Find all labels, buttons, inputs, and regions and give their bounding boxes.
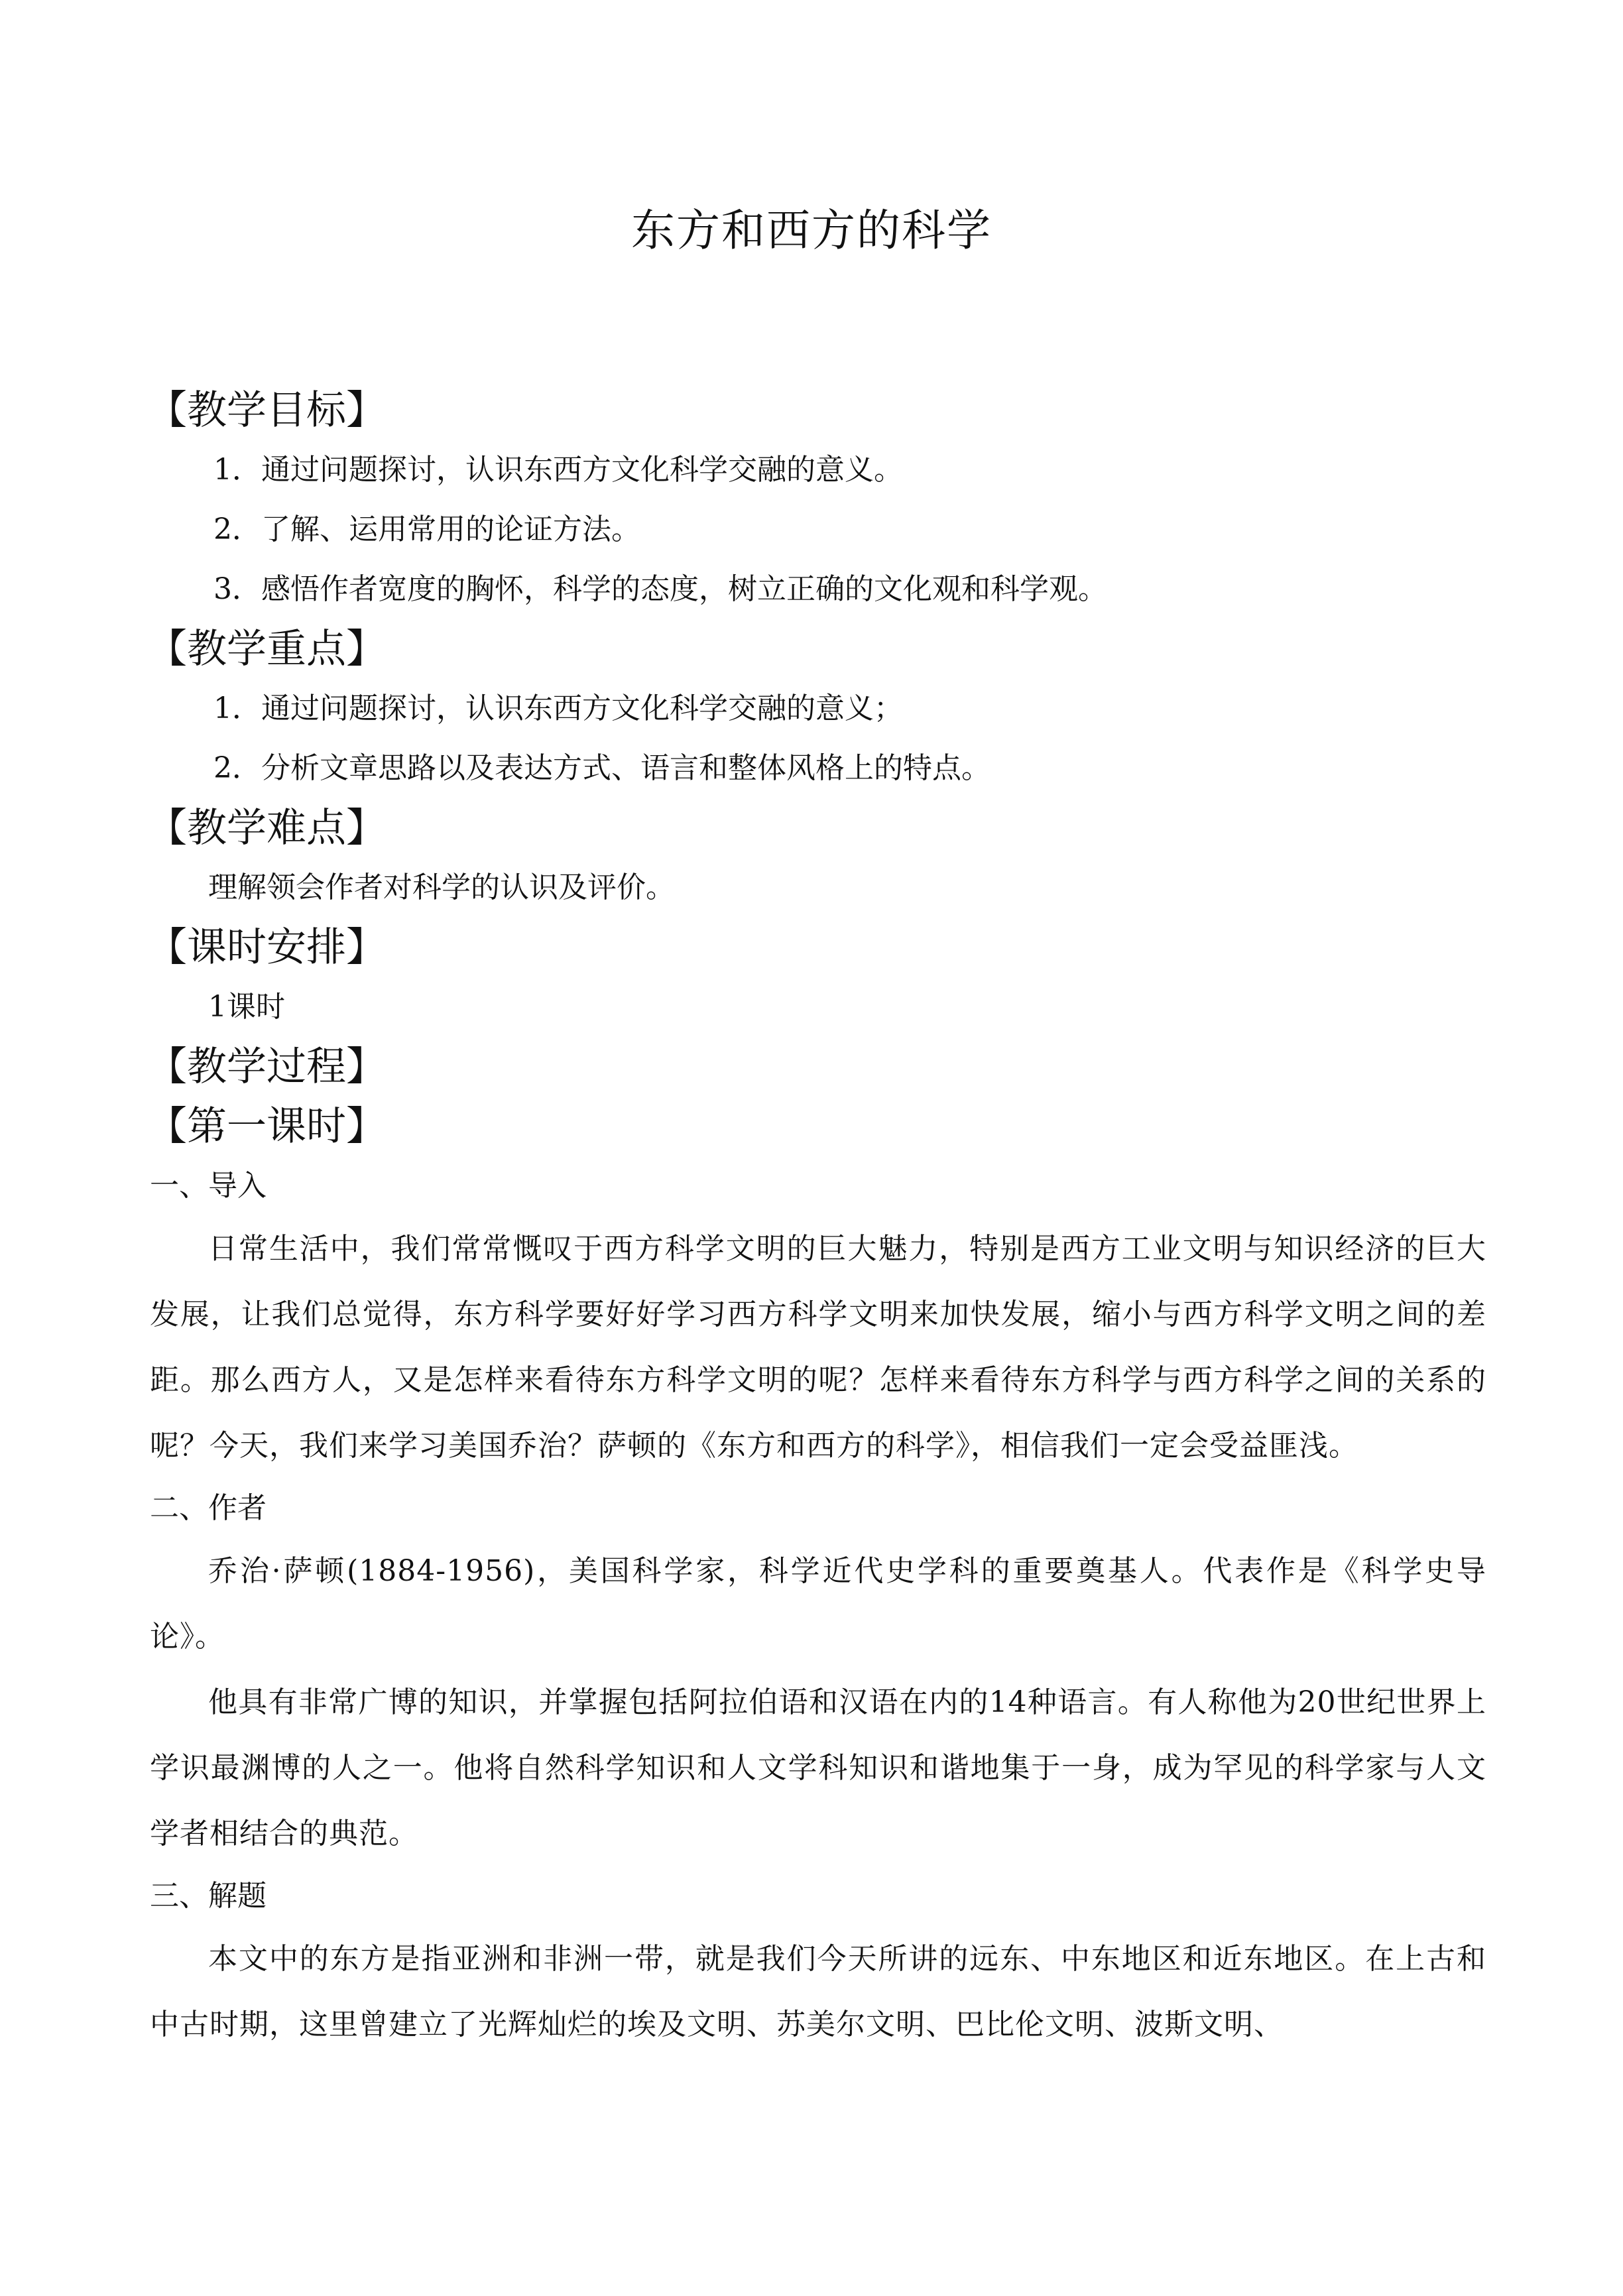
objective-item: 1．通过问题探讨，认识东西方文化科学交融的意义。 [213, 453, 903, 487]
schedule-text: 1课时 [208, 990, 285, 1024]
key-points-heading: 【教学重点】 [147, 626, 386, 672]
document-body [147, 381, 1486, 2057]
objectives-heading: 【教学目标】 [147, 387, 386, 434]
intro-heading: 一、导入 [150, 1169, 267, 1203]
key-point-item: 2．分析文章思路以及表达方式、语言和整体风格上的特点。 [213, 751, 991, 785]
author-paragraph: 他具有非常广博的知识，并掌握包括阿拉伯语和汉语在内的14种语言。有人称他为20世纪世界上学识最渊博的人之一。他将自然科学知识和人文学科知识和谐地集于一身，成为罕见的科学家与人文学者相结合的典范。 [150, 1685, 1486, 1850]
difficulties-heading: 【教学难点】 [147, 805, 386, 851]
objective-item: 3．感悟作者宽度的胸怀，科学的态度，树立正确的文化观和科学观。 [213, 572, 1107, 606]
key-point-item: 1．通过问题探讨，认识东西方文化科学交融的意义； [213, 692, 903, 725]
author-heading: 二、作者 [150, 1491, 267, 1525]
document-title: 东方和西方的科学 [631, 205, 992, 256]
objective-item: 2．了解、运用常用的论证方法。 [213, 513, 640, 546]
process-heading: 【教学过程】 [147, 1044, 386, 1090]
topic-paragraph: 本文中的东方是指亚洲和非洲一带，就是我们今天所讲的远东、中东地区和近东地区。在上古和中古时期，这里曾建立了光辉灿烂的埃及文明、苏美尔文明、巴比伦文明、波斯文明、 [150, 1942, 1486, 2041]
schedule-heading: 【课时安排】 [147, 924, 386, 971]
difficulties-text: 理解领会作者对科学的认识及评价。 [208, 871, 675, 904]
intro-paragraph: 日常生活中，我们常常慨叹于西方科学文明的巨大魅力，特别是西方工业文明与知识经济的巨大发展，让我们总觉得，东方科学要好好学习西方科学文明来加快发展，缩小与西方科学文明之间的差距。那么西方人，又是怎样来看待东方科学文明的呢？怎样来看待东方科学与西方科学之间的关系的呢？今天，我们来学习美国乔治？萨顿的《东方和西方的科学》，相信我们一定会受益匪浅。 [150, 1232, 1486, 1463]
author-paragraph: 乔治·萨顿(1884-1956)，美国科学家，科学近代史学科的重要奠基人。代表作是《科学史导论》。 [150, 1554, 1486, 1654]
topic-heading: 三、解题 [150, 1879, 267, 1913]
lesson1-heading: 【第一课时】 [147, 1103, 386, 1150]
